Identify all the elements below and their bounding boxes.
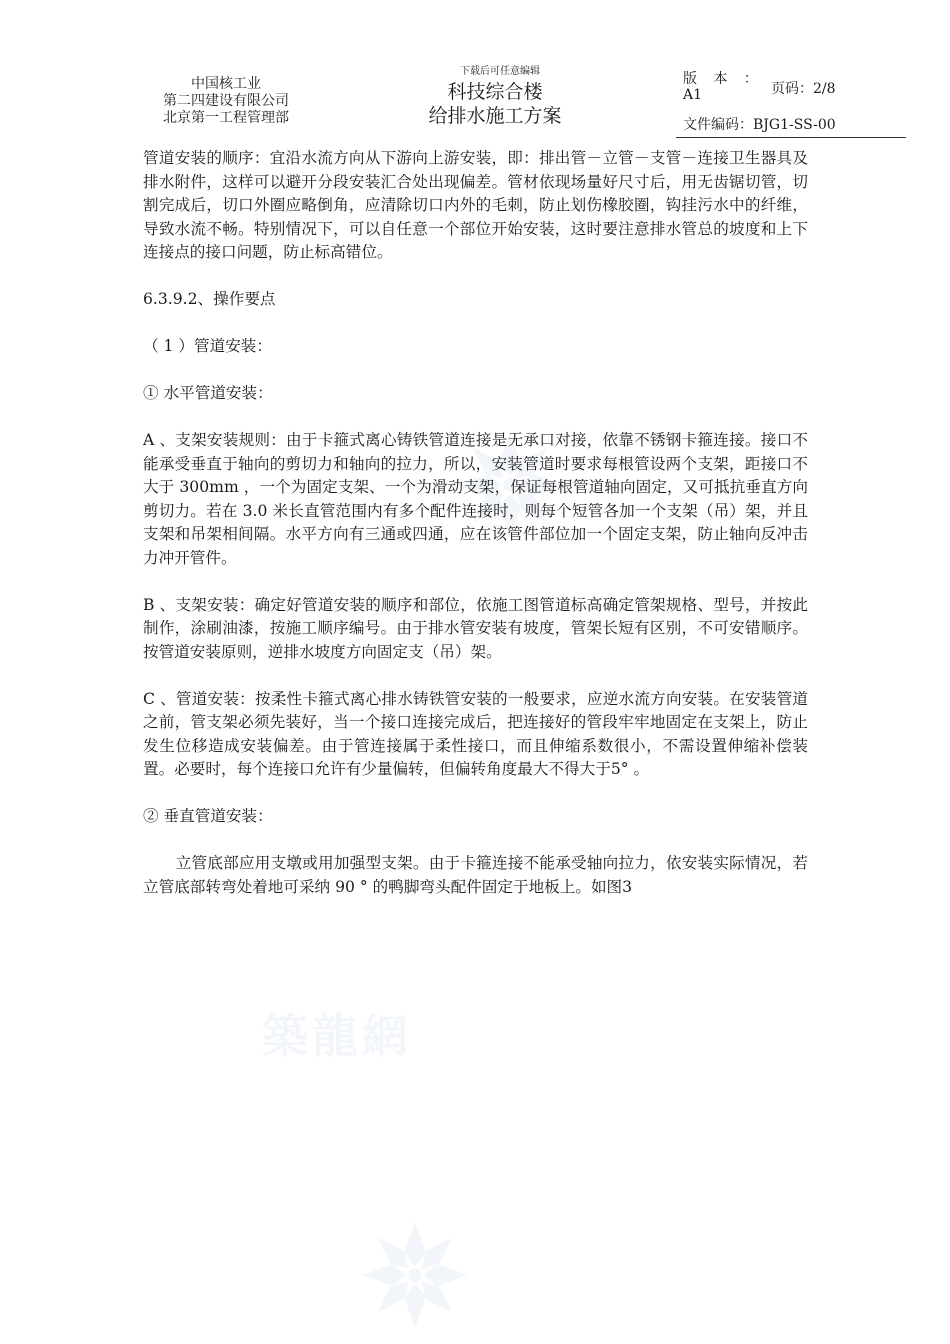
watermark-snowflake-icon <box>360 1220 470 1330</box>
subheading-pipe-installation: （ 1 ）管道安装： <box>143 337 272 355</box>
version-value: A1 <box>683 87 703 103</box>
document-body <box>143 147 808 923</box>
subheading-vertical-pipe: ② 垂直管道安装： <box>143 807 273 825</box>
paragraph-pipe-installation: C 、管道安装：按柔性卡箍式离心排水铸铁管安装的一般要求，应逆水流方向安装。在安装管道之前，管支架必须先装好，当一个接口连接完成后，把连接好的管段牢牢地固定在支架上，防止发生位移造成安装偏差。由于管连接属于柔性接口，而且伸缩系数很小，不需设置伸缩补偿装置。必要时，每个连接口允许有少量偏转，但偏转角度最大不得大于5° 。 <box>143 689 808 778</box>
company-name <box>150 76 302 127</box>
version-label: 版 本 ： <box>683 71 764 87</box>
document-title <box>405 80 585 128</box>
company-line: 第二四建设有限公司 <box>163 93 289 109</box>
section-heading-operation-points: 6.3.9.2、操作要点 <box>143 290 276 308</box>
document-header <box>0 0 950 140</box>
edit-note: 下载后可任意编辑 <box>460 66 540 77</box>
paragraph-riser-base: 立管底部应用支墩或用加强型支架。由于卡箍连接不能承受轴向拉力，依安装实际情况，若立管底部转弯处着地可采纳 90 ° 的鸭脚弯头配件固定于地板上。如图3 <box>143 854 808 896</box>
header-divider <box>676 137 906 138</box>
paragraph-install-sequence: 管道安装的顺序：宜沿水流方向从下游向上游安装，即：排出管－立管－支管－连接卫生器具及排水附件，这样可以避开分段安装汇合处出现偏差。管材依现场量好尺寸后，用无齿锯切管，切割完成后，切口外圈应略倒角，应清除切口内外的毛刺，防止划伤橡胶圈，钩挂污水中的纤维，导致水流不畅。特别情况下，可以自任意一个部位开始安装，这时要注意排水管总的坡度和上下连接点的接口问题，防止标高错位。 <box>143 149 808 261</box>
document-code: 文件编码：BJG1-SS-00 <box>683 117 836 133</box>
page-number: 页码：2/8 <box>771 81 836 97</box>
title-line: 科技综合楼 <box>447 81 543 103</box>
paragraph-support-rules: A 、支架安装规则：由于卡箍式离心铸铁管道连接是无承口对接，依靠不锈钢卡箍连接。接口不能承受垂直于轴向的剪切力和轴向的拉力，所以，安装管道时要求每根管设两个支架，距接口不大于 300mm ，一个为固定支架、一个为滑动支架，保证每根管道轴向固定，又可抵抗垂直方向剪切力。若在 3.0 米长直管范围内有多个配件连接时，则每个短管各加一个支架（吊）架，并且支架和吊架相间隔。水平方向有三通或四通，应在该管件部位加一个固定支架，防止轴向反冲击力冲开管件。 <box>143 431 808 567</box>
subheading-horizontal-pipe: ① 水平管道安装： <box>143 384 273 402</box>
company-line: 中国核工业 <box>191 76 261 92</box>
title-line: 给排水施工方案 <box>428 105 562 127</box>
watermark-text: 築龍網 <box>262 1009 412 1063</box>
paragraph-support-installation: B 、支架安装：确定好管道安装的顺序和部位，依施工图管道标高确定管架规格、型号，并按此制作，涂刷油漆，按施工顺序编号。由于排水管安装有坡度，管架长短有区别，不可安错顺序。按管道安装原则，逆排水坡度方向固定支（吊）架。 <box>143 595 808 661</box>
company-line: 北京第一工程管理部 <box>163 110 289 126</box>
